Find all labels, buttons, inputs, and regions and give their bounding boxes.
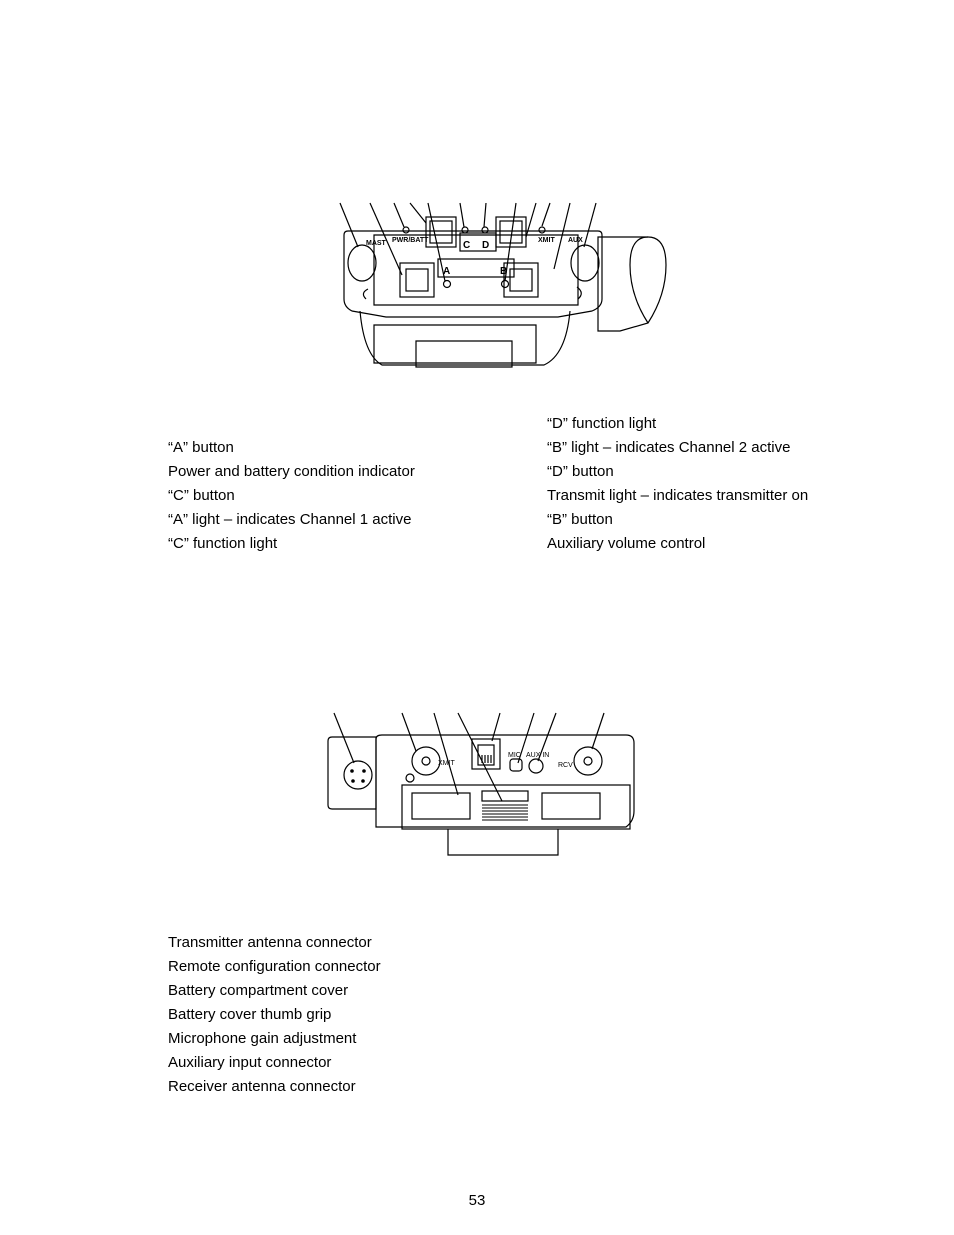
legend-item: Battery cover thumb grip bbox=[168, 1006, 332, 1023]
mic-label: MIC bbox=[508, 752, 521, 759]
bottom-legend bbox=[168, 931, 381, 1099]
legend-item: Transmitter antenna connector bbox=[168, 934, 372, 951]
mast-label: MAST bbox=[366, 240, 386, 247]
legend-item: “D” button bbox=[547, 463, 614, 480]
legend-item: “C” button bbox=[168, 487, 235, 504]
top-panel-drawing bbox=[320, 705, 640, 865]
rcv-label: RCV bbox=[558, 762, 573, 769]
a-label: A bbox=[443, 266, 451, 277]
legend-item: “A” button bbox=[168, 439, 234, 456]
legend-item: Microphone gain adjustment bbox=[168, 1030, 357, 1047]
legend-item: “C” function light bbox=[168, 535, 278, 552]
legend-item: Transmit light – indicates transmitter on bbox=[547, 487, 809, 504]
xmit-port-label: XMIT bbox=[438, 760, 455, 767]
legend-item: Auxiliary volume control bbox=[547, 535, 706, 552]
pwr-batt-label: PWR/BATT bbox=[392, 237, 429, 244]
legend-item: Power and battery condition indicator bbox=[168, 463, 415, 480]
legend-item: Auxiliary input connector bbox=[168, 1054, 332, 1071]
b-label: B bbox=[500, 266, 508, 277]
front-panel-drawing bbox=[330, 195, 675, 375]
top-panel-diagram bbox=[320, 705, 640, 865]
legend-item: “D” function light bbox=[547, 415, 657, 432]
legend-item: “B” button bbox=[547, 511, 613, 528]
top-legend-right bbox=[547, 412, 808, 556]
legend-item: Remote configuration connector bbox=[168, 958, 381, 975]
aux-label: AUX bbox=[568, 237, 583, 244]
aux-in-label: AUX IN bbox=[526, 752, 550, 759]
xmit-label: XMIT bbox=[538, 237, 555, 244]
top-legend-left bbox=[168, 436, 415, 556]
c-label: C bbox=[463, 240, 471, 251]
front-panel-diagram bbox=[330, 195, 675, 375]
legend-item: “A” light – indicates Channel 1 active bbox=[168, 511, 412, 528]
legend-item: “B” light – indicates Channel 2 active bbox=[547, 439, 791, 456]
d-label: D bbox=[482, 240, 490, 251]
legend-item: Battery compartment cover bbox=[168, 982, 349, 999]
legend-item: Receiver antenna connector bbox=[168, 1078, 356, 1095]
page-number: 53 bbox=[468, 1192, 486, 1209]
